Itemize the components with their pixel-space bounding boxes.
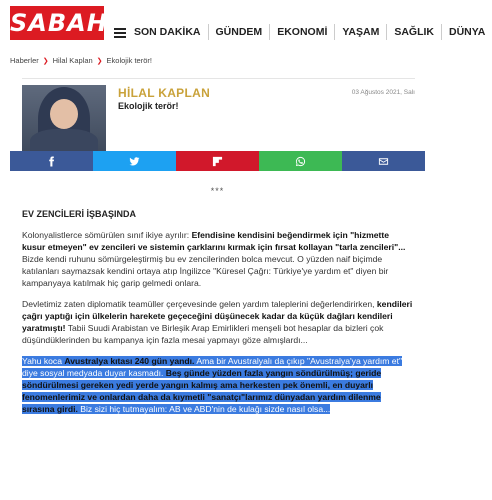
author-card [22, 78, 415, 152]
nav-item-dunya[interactable]: DÜNYA [441, 24, 492, 40]
author-name[interactable]: HİLAL KAPLAN [118, 86, 211, 100]
nav-item-saglik[interactable]: SAĞLIK [386, 24, 441, 40]
whatsapp-icon [295, 156, 306, 167]
mail-icon [378, 156, 389, 167]
author-avatar[interactable] [22, 85, 106, 151]
breadcrumb-current: Ekolojik terör! [106, 56, 152, 65]
share-mail-button[interactable] [342, 151, 425, 171]
twitter-icon [129, 156, 140, 167]
facebook-icon [46, 156, 57, 167]
breadcrumb [10, 56, 152, 65]
article-subheading: EV ZENCİLERİ İŞBAŞINDA [22, 209, 137, 219]
menu-icon[interactable] [114, 28, 126, 38]
share-flipboard-button[interactable] [176, 151, 259, 171]
article-body [22, 208, 414, 424]
breadcrumb-haberler[interactable]: Haberler [10, 56, 39, 65]
paragraph-3-selected: Yahu koca Avustralya kıtası 240 gün yandı. Ama bir Avustralyalı da çıkıp "Avustralya'ya yardım et" diye sosyal medyada duyar kasmadı. Beş günde yüzden fazla yangın söndürülmüş; geride söndürülmesi gereken yedi yerde yangın kalmış ama herkesten pek önemli, en duyarlı fenomenlerimiz ve onlardan daha da kıymetli "sanatçı"larımız dünyadan yardım dilenme sırasına girdi. Biz sizi hiç tutmayalım: AB ve ABD'nin de kulağı sizde nasıl olsa... [22, 356, 403, 414]
chevron-right-icon: ❯ [42, 57, 49, 65]
site-header [0, 0, 486, 72]
section-separator: *** [210, 186, 225, 196]
main-nav [134, 24, 492, 40]
publish-date: 03 Ağustos 2021, Salı [351, 89, 415, 96]
share-facebook-button[interactable] [10, 151, 93, 171]
nav-item-yasam[interactable]: YAŞAM [334, 24, 386, 40]
flipboard-icon [212, 156, 223, 167]
paragraph-1: Kolonyalistlerce sömürülen sınıf ikiye ayrılır: Efendisine kendisini beğendirmek için "hizmette kusur etmeyen" ev zencileri ve sistemin çarklarını kırmak için fırsat kollayan "tarla zencileri"... Bizde kendi ruhunu sömürgeleştirmiş bu ev zencilerinden bolca mevcut. O yüzden naif biçimde katılanları saymazsak kendini ortaya atıp İngilizce "Küresel Çağrı: Türkiye'ye yardım et" diyen bir kampanyaya katılmak hiç garip gelmedi onlara. [22, 230, 406, 288]
article-title: Ekolojik terör! [118, 101, 179, 111]
nav-item-ekonomi[interactable]: EKONOMİ [269, 24, 334, 40]
paragraph-2: Devletimiz zaten diplomatik teamüller çerçevesinde gelen yardım taleplerini değerlendirirken, kendileri çağrı yaptığı için ülkelerin harekete geçeceğini düşünecek kadar da küçük dağları kendileri yaratmıştı! Tabii Suudi Arabistan ve Birleşik Arap Emirlikleri menşeli bot hesaplar da bizleri çok düşündüklerinden bu kampanya için fazla mesai yapmayı göze almışlardı... [22, 299, 413, 345]
breadcrumb-author[interactable]: Hilal Kaplan [52, 56, 93, 65]
share-bar [10, 151, 425, 171]
share-whatsapp-button[interactable] [259, 151, 342, 171]
sabah-logo[interactable]: SABAH [10, 6, 104, 40]
nav-item-gundem[interactable]: GÜNDEM [208, 24, 270, 40]
nav-item-son-dakika[interactable]: SON DAKİKA [134, 26, 201, 38]
chevron-right-icon: ❯ [96, 57, 103, 65]
share-twitter-button[interactable] [93, 151, 176, 171]
